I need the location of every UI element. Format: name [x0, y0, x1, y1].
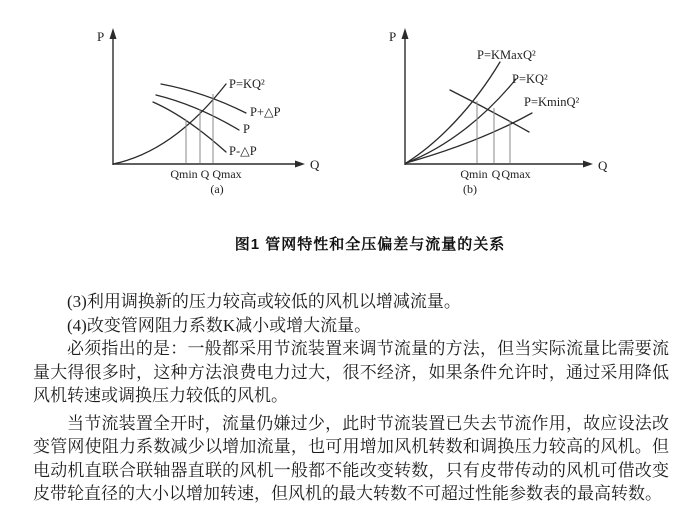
chart-b-fan-curve — [450, 90, 529, 132]
chart-a-x-axis-label: Q — [310, 157, 320, 172]
chart-b-kmin-label: P=KminQ² — [524, 95, 580, 109]
chart-b-kmax-label: P=KMaxQ² — [477, 48, 536, 62]
figure-caption: 图1 管网特性和全压偏差与流量的关系 — [234, 236, 506, 253]
chart-a-x-axis-arrow-icon — [295, 161, 305, 168]
chart-a-fan-low-label: P-△P — [229, 144, 257, 158]
chart-a-y-axis-arrow-icon — [110, 28, 117, 39]
chart-b-y-axis-arrow-icon — [402, 28, 409, 39]
chart-a-tick-q: Q — [200, 167, 210, 181]
chart-b-x-axis-arrow-icon — [583, 161, 593, 168]
chart-b-network-curve-k — [406, 79, 516, 163]
chart-a-fan-curve-low — [153, 102, 226, 152]
paragraph-throttling: 必须指出的是：一般都采用节流装置来调节流量的方法，但当实际流量比需要流量大得很多时，这种方法浪费电力过大，很不经济，如果条件允许时，通过采用降低风机转速或调换压力较低的风机。 — [33, 339, 669, 405]
chart-b-tag: (b) — [463, 182, 477, 196]
chart-b-k-label: P=KQ² — [512, 72, 548, 86]
list-item-4: (4)改变管网阻力系数K减小或增大流量。 — [67, 315, 372, 335]
chart-a-y-axis-label: P — [97, 29, 105, 44]
chart-a — [97, 28, 320, 196]
chart-b-tick-qmax: Qmax — [501, 167, 531, 181]
body-text — [33, 290, 669, 506]
chart-b — [389, 28, 608, 196]
chart-a-tick-qmin: Qmin — [170, 167, 198, 181]
chart-a-tag: (a) — [210, 182, 224, 196]
list-item-3: (3)利用调换新的压力较高或较低的风机以增减流量。 — [67, 292, 461, 311]
chart-a-fan-mid-label: P — [243, 122, 250, 136]
chart-a-tick-qmax: Qmax — [212, 167, 242, 181]
chart-b-tick-q: Q — [491, 167, 501, 181]
chart-b-tick-qmin: Qmin — [460, 167, 488, 181]
paragraph-full-open: 当节流装置全开时，流量仍嫌过少，此时节流装置已失去节流作用，故应设法改变管网使阻力系数减少以增加流量，也可用增加风机转数和调换压力较高的风机。但电动机直联合联轴器直联的风机一般都不能改变转数，只有皮带传动的风机可借改变皮带轮直径的大小以增加转速，但风机的最大转数不可超过性能参数表的最高转数。 — [33, 413, 669, 503]
chart-b-x-axis-label: Q — [598, 158, 608, 173]
chart-b-network-curve-kmin — [406, 113, 532, 163]
chart-b-y-axis-label: P — [389, 29, 397, 44]
chart-a-network-curve — [113, 84, 226, 164]
figure-1-charts — [0, 0, 700, 212]
chart-a-fan-curve-mid — [156, 95, 239, 130]
chart-a-network-curve-label: P=KQ² — [229, 77, 265, 91]
chart-a-fan-high-label: P+△P — [250, 105, 281, 119]
